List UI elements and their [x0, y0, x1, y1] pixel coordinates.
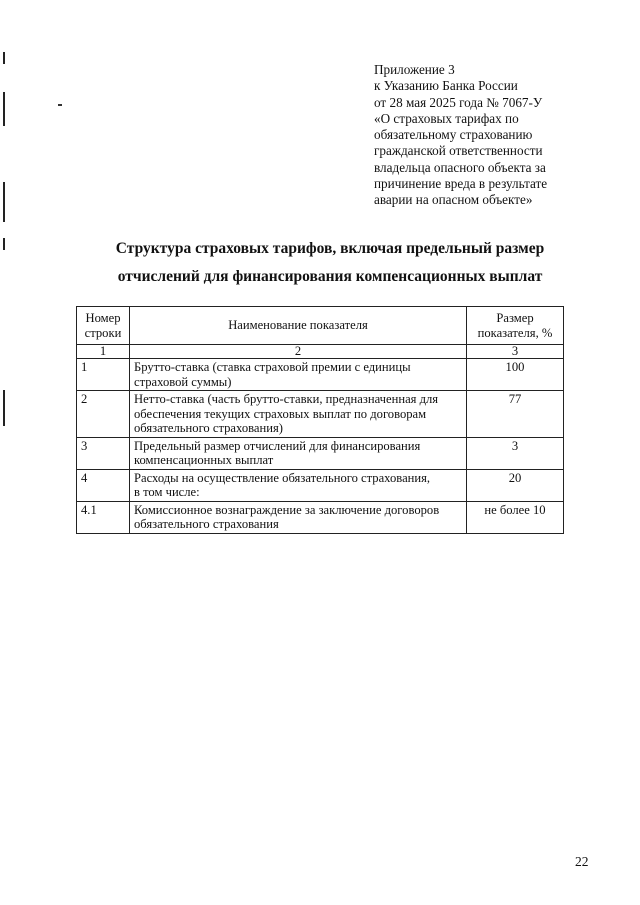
- column-numbers-row: [77, 345, 564, 359]
- scan-margin-mark: [3, 52, 5, 64]
- tariff-structure-table: [76, 306, 564, 534]
- row-value: 100: [467, 359, 564, 391]
- row-name: Нетто-ставка (часть брутто-ставки, предназначенная для обеспечения текущих страховых выплат по договорам обязательного страхования): [130, 391, 467, 438]
- table-row: [77, 359, 564, 391]
- row-name: Расходы на осуществление обязательного страхования, в том числе:: [130, 469, 467, 501]
- appendix-line: к Указанию Банка России: [374, 78, 518, 94]
- row-name: Комиссионное вознаграждение за заключение договоров обязательного страхования: [130, 501, 467, 533]
- appendix-line: Приложение 3: [374, 62, 455, 77]
- table-row: [77, 501, 564, 533]
- table-row: [77, 391, 564, 438]
- scan-margin-mark: [3, 390, 5, 426]
- scan-speck: [58, 104, 62, 106]
- appendix-line: владельца опасного объекта за: [374, 159, 546, 175]
- page-number: 22: [575, 854, 589, 869]
- appendix-line: причинение вреда в результате: [374, 176, 548, 192]
- header-row-number: Номер строки: [77, 307, 130, 345]
- row-value: не более 10: [467, 501, 564, 533]
- column-number: 1: [77, 345, 130, 359]
- table-row: [77, 437, 564, 469]
- column-number: 3: [467, 345, 564, 359]
- row-value: 20: [467, 469, 564, 501]
- row-number: 1: [77, 359, 130, 391]
- table-header-row: [77, 307, 564, 345]
- row-name: Брутто-ставка (ставка страховой премии с единицы страховой суммы): [130, 359, 467, 391]
- appendix-line: от 28 мая 2025 года № 7067-У: [374, 94, 543, 110]
- header-value: Размер показателя, %: [467, 307, 564, 345]
- row-number: 4.1: [77, 501, 130, 533]
- row-value: 3: [467, 437, 564, 469]
- row-number: 4: [77, 469, 130, 501]
- scan-margin-mark: [3, 182, 5, 222]
- row-name: Предельный размер отчислений для финансирования компенсационных выплат: [130, 437, 467, 469]
- scan-margin-mark: [3, 92, 5, 126]
- appendix-line: аварии на опасном объекте»: [374, 192, 533, 208]
- scan-margin-mark: [3, 238, 5, 250]
- table-row: [77, 469, 564, 501]
- appendix-line: гражданской ответственности: [374, 143, 543, 159]
- row-value: 77: [467, 391, 564, 438]
- appendix-header: [374, 62, 574, 209]
- header-indicator-name: Наименование показателя: [130, 307, 467, 345]
- column-number: 2: [130, 345, 467, 359]
- row-number: 3: [77, 437, 130, 469]
- document-title-line-2: отчислений для финансирования компенсационных выплат: [117, 268, 543, 285]
- row-number: 2: [77, 391, 130, 438]
- appendix-line: обязательному страхованию: [374, 127, 533, 143]
- document-title-line-1: Структура страховых тарифов, включая предельный размер: [115, 240, 545, 257]
- appendix-line: «О страховых тарифах по: [374, 110, 519, 126]
